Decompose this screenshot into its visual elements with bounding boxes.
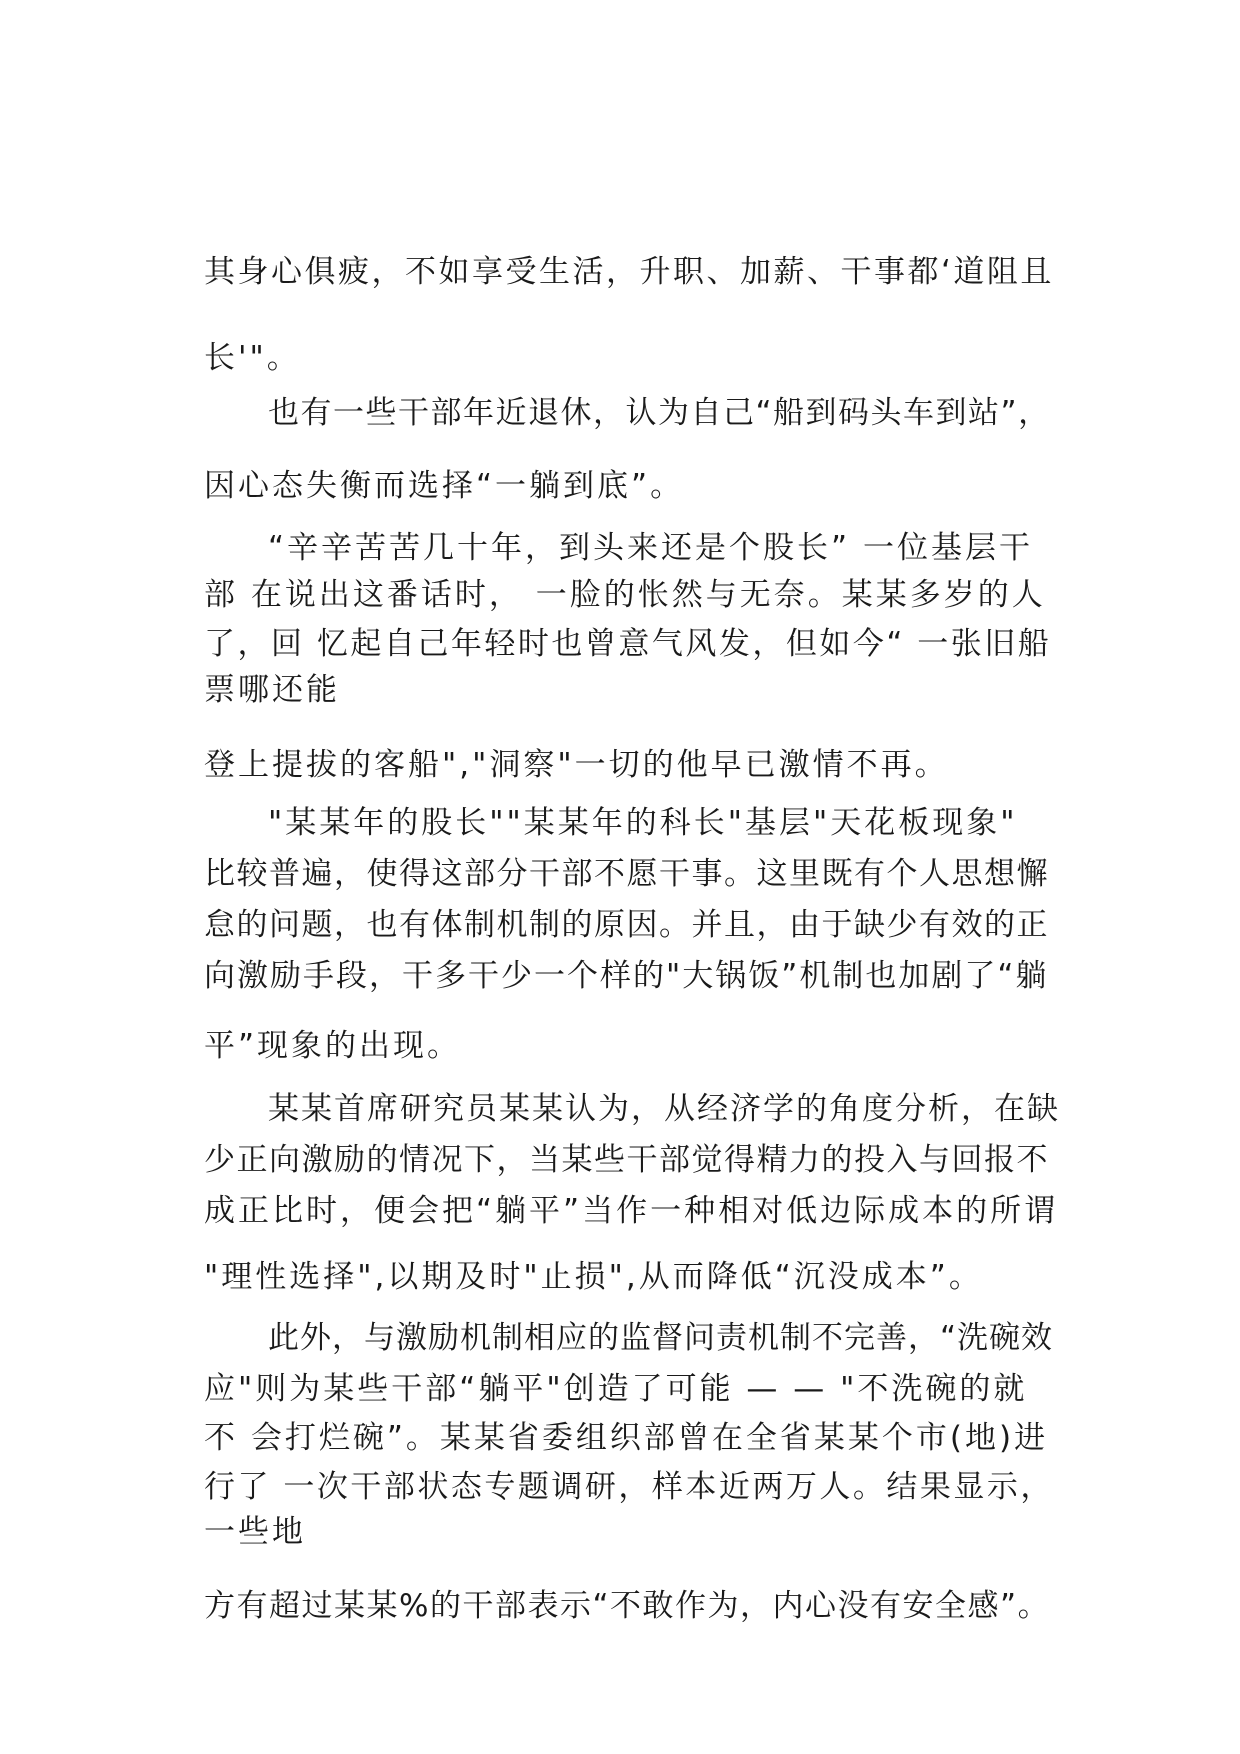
text-line: "理性选择",以期及时"止损",从而降低“沉没成本”。 (204, 1259, 983, 1295)
text-line: 此外，与激励机制相应的监督问责机制不完善，“洗碗效 (268, 1320, 1054, 1356)
text-line: 一些地 (204, 1514, 306, 1550)
text-line: "某某年的股长""某某年的科长"基层"天花板现象" (268, 805, 1018, 841)
text-line: 比较普遍，使得这部分干部不愿干事。这里既有个人思想懈 (204, 856, 1049, 892)
text-line: 长'"。 (204, 340, 301, 376)
text-line: 不 会打烂碗”。某某省委组织部曾在全省某某个市(地)进 (204, 1420, 1049, 1456)
text-line: 少正向激励的情况下，当某些干部觉得精力的投入与回报不 (204, 1142, 1049, 1178)
text-line: 登上提拔的客船","洞察"一切的他早已激情不再。 (204, 747, 949, 783)
text-line: 票哪还能 (204, 672, 340, 708)
text-line: 部 在说出这番话时， 一脸的怅然与无奈。某某多岁的人 (204, 577, 1046, 613)
text-line: 应"则为某些干部“躺平"创造了可能 — — "不洗碗的就 (204, 1371, 1028, 1407)
text-line: 某某首席研究员某某认为，从经济学的角度分析，在缺 (268, 1091, 1060, 1127)
text-line: 方有超过某某%的干部表示“不敢作为，内心没有安全感”。 (204, 1588, 1051, 1624)
text-line: 向激励手段，干多干少一个样的"大锅饭”机制也加剧了“躺 (204, 958, 1049, 994)
text-line: 了，回 忆起自己年轻时也曾意气风发，但如今“ 一张旧船 (204, 626, 1052, 662)
text-line: 成正比时，便会把“躺平”当作一种相对低边际成本的所谓 (204, 1193, 1059, 1229)
text-line: 也有一些干部年近退休，认为自己“船到码头车到站”， (268, 395, 1051, 431)
text-line: “辛辛苦苦几十年，到头来还是个股长” 一位基层干 (268, 530, 1033, 566)
text-line: 平”现象的出现。 (204, 1028, 462, 1064)
text-line: 因心态失衡而选择“一躺到底”。 (204, 468, 685, 504)
text-line: 行了 一次干部状态专题调研，样本近两万人。结果显示， (204, 1469, 1054, 1505)
text-line: 其身心俱疲，不如享受生活，升职、加薪、干事都‘道阻且 (204, 254, 1054, 290)
text-line: 怠的问题，也有体制机制的原因。并且，由于缺少有效的正 (204, 907, 1049, 943)
